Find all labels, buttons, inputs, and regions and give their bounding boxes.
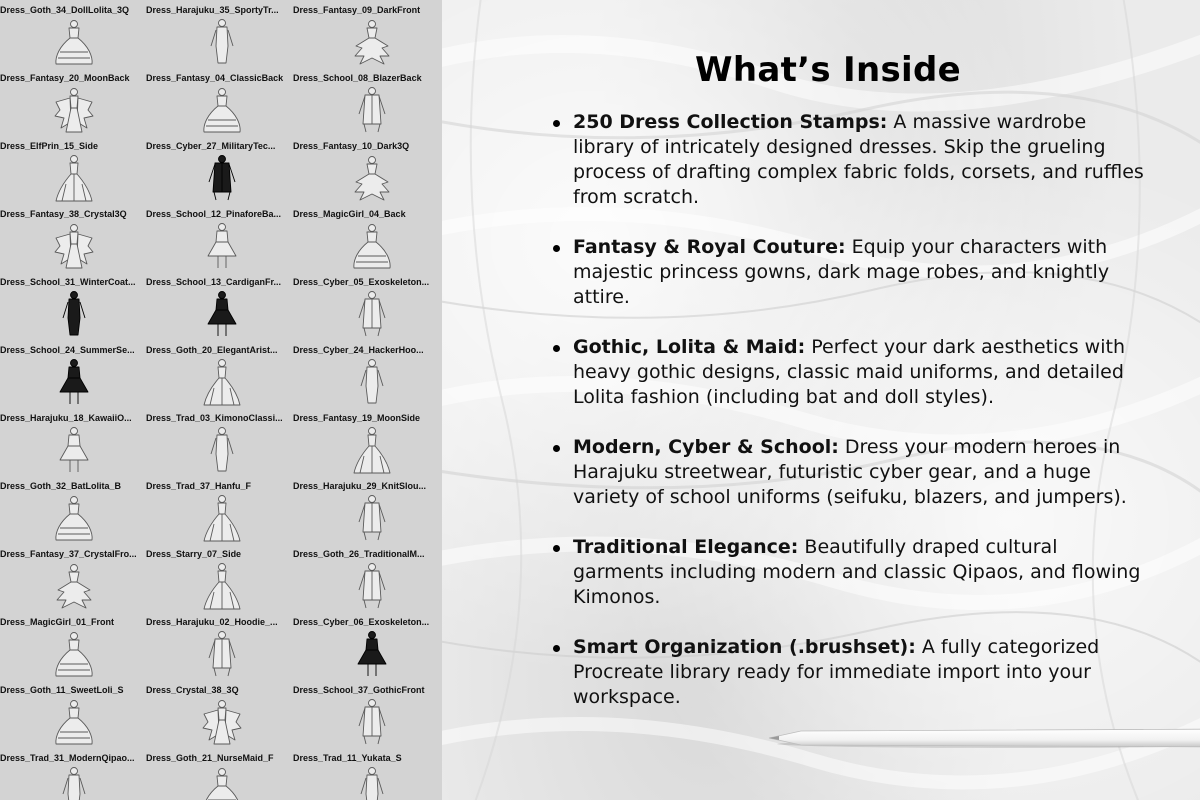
dress-stamp-thumbnail xyxy=(52,220,96,270)
stamp-label: Dress_Trad_31_ModernQipao... xyxy=(0,753,135,763)
stamp-cell xyxy=(146,680,292,748)
stamp-label: Dress_Harajuku_18_KawaiiO... xyxy=(0,413,132,423)
stylus-pencil-image xyxy=(767,727,1200,749)
stamp-label: Dress_School_08_BlazerBack xyxy=(293,73,422,83)
dress-stamp-thumbnail xyxy=(200,356,244,406)
feature-item-traditional xyxy=(552,535,1152,610)
stamp-cell xyxy=(293,340,439,408)
bullet-icon xyxy=(553,645,560,652)
dress-stamp-thumbnail xyxy=(200,16,244,66)
stamp-label: Dress_School_37_GothicFront xyxy=(293,685,425,695)
stamp-cell xyxy=(293,272,439,340)
dress-stamp-thumbnail xyxy=(350,356,394,406)
stamp-label: Dress_School_13_CardiganFr... xyxy=(146,277,282,287)
dress-stamp-thumbnail xyxy=(350,220,394,270)
feature-title: Fantasy & Royal Couture: xyxy=(573,236,846,258)
dress-stamp-thumbnail xyxy=(200,560,244,610)
dress-stamp-thumbnail xyxy=(200,152,244,202)
stamp-cell xyxy=(293,68,439,136)
feature-description: A fully categorized Procreate library ready for immediate import into your workspace. xyxy=(573,636,1100,708)
feature-description: A massive wardrobe library of intricately designed dresses. Skip the grueling process of drafting complex fabric folds, corsets, and ruffles from scratch. xyxy=(573,111,1144,208)
stamp-cell xyxy=(293,136,439,204)
dress-stamp-thumbnail xyxy=(200,424,244,474)
dress-stamp-thumbnail xyxy=(52,356,96,406)
stamp-label: Dress_Cyber_27_MilitaryTec... xyxy=(146,141,276,151)
stamp-label: Dress_School_12_PinaforeBa... xyxy=(146,209,282,219)
stamp-cell xyxy=(0,408,146,476)
stamp-cell xyxy=(146,340,292,408)
stamp-label: Dress_Harajuku_02_Hoodie_... xyxy=(146,617,278,627)
stamp-label: Dress_Goth_32_BatLolita_B xyxy=(0,481,122,491)
feature-description: Dress your modern heroes in Harajuku streetwear, futuristic cyber gear, and a huge variety of school uniforms (seifuku, blazers, and jumpers). xyxy=(573,436,1127,508)
stamp-label: Dress_Cyber_24_HackerHoo... xyxy=(293,345,424,355)
stamp-cell xyxy=(0,68,146,136)
dress-stamp-thumbnail xyxy=(350,424,394,474)
feature-title: 250 Dress Collection Stamps: xyxy=(573,111,888,133)
dress-stamp-thumbnail xyxy=(52,84,96,134)
feature-description: Beautifully draped cultural garments including modern and classic Qipaos, and flowing Kimonos. xyxy=(573,536,1141,608)
stamp-label: Dress_Goth_26_TraditionalM... xyxy=(293,549,425,559)
bullet-icon xyxy=(553,545,560,552)
dress-stamp-thumbnail xyxy=(350,560,394,610)
stamp-cell xyxy=(146,272,292,340)
stamp-label: Dress_Harajuku_35_SportyTr... xyxy=(146,5,279,15)
dress-stamp-thumbnail xyxy=(52,560,96,610)
stamp-label: Dress_School_24_SummerSe... xyxy=(0,345,135,355)
dress-stamp-thumbnail xyxy=(200,84,244,134)
stamp-label: Dress_Trad_03_KimonoClassi... xyxy=(146,413,283,423)
feature-description: Perfect your dark aesthetics with heavy gothic designs, classic maid uniforms, and detailed Lolita fashion (including bat and doll styles). xyxy=(573,336,1125,408)
feature-description: Equip your characters with majestic princess gowns, dark mage robes, and knightly attire. xyxy=(573,236,1110,308)
dress-stamp-thumbnail xyxy=(200,288,244,338)
bullet-icon xyxy=(553,445,560,452)
stamp-cell xyxy=(293,204,439,272)
stamp-cell xyxy=(0,612,146,680)
bullet-icon xyxy=(553,245,560,252)
stamp-cell xyxy=(0,204,146,272)
stamp-cell xyxy=(146,476,292,544)
stamp-cell xyxy=(293,0,439,68)
stamp-cell xyxy=(293,612,439,680)
stamp-cell xyxy=(0,748,146,800)
stamp-label: Dress_Goth_34_DollLolita_3Q xyxy=(0,5,130,15)
stamp-cell xyxy=(0,0,146,68)
dress-stamp-thumbnail xyxy=(350,16,394,66)
dress-stamp-thumbnail xyxy=(200,220,244,270)
feature-title: Modern, Cyber & School: xyxy=(573,436,839,458)
stamp-cell xyxy=(146,204,292,272)
stamp-label: Dress_ElfPrin_15_Side xyxy=(0,141,99,151)
stamp-label: Dress_MagicGirl_01_Front xyxy=(0,617,115,627)
dress-stamp-thumbnail xyxy=(350,152,394,202)
dress-stamp-thumbnail xyxy=(52,696,96,746)
dress-stamp-thumbnail xyxy=(52,16,96,66)
stamp-label: Dress_Goth_20_ElegantArist... xyxy=(146,345,278,355)
stamp-label: Dress_Fantasy_19_MoonSide xyxy=(293,413,421,423)
stamp-label: Dress_Fantasy_37_CrystalFro... xyxy=(0,549,137,559)
stamp-cell xyxy=(0,272,146,340)
info-panel xyxy=(442,0,1200,800)
stamp-preview-grid xyxy=(0,0,442,800)
dress-stamp-thumbnail xyxy=(52,288,96,338)
stamp-cell xyxy=(0,340,146,408)
feature-title: Smart Organization (.brushset): xyxy=(573,636,916,658)
stamp-cell xyxy=(293,680,439,748)
feature-list xyxy=(552,110,1152,735)
dress-stamp-thumbnail xyxy=(52,152,96,202)
stamp-cell xyxy=(293,476,439,544)
feature-title: Traditional Elegance: xyxy=(573,536,799,558)
stamp-cell xyxy=(146,748,292,800)
dress-stamp-thumbnail xyxy=(350,764,394,800)
stamp-cell xyxy=(146,612,292,680)
stamp-cell xyxy=(0,136,146,204)
feature-item-gothic xyxy=(552,335,1152,410)
dress-stamp-thumbnail xyxy=(52,424,96,474)
stamp-cell xyxy=(146,68,292,136)
dress-stamp-thumbnail xyxy=(200,696,244,746)
stamp-label: Dress_Fantasy_10_Dark3Q xyxy=(293,141,410,151)
stamp-label: Dress_Starry_07_Side xyxy=(146,549,242,559)
stamp-label: Dress_School_31_WinterCoat... xyxy=(0,277,136,287)
dress-stamp-thumbnail xyxy=(52,628,96,678)
stamp-label: Dress_Trad_11_Yukata_S xyxy=(293,753,402,763)
feature-item-modern xyxy=(552,435,1152,510)
dress-stamp-thumbnail xyxy=(350,84,394,134)
bullet-icon xyxy=(553,345,560,352)
stamp-label: Dress_MagicGirl_04_Back xyxy=(293,209,406,219)
stamp-cell xyxy=(146,0,292,68)
stamp-label: Dress_Cyber_05_Exoskeleton... xyxy=(293,277,430,287)
stamp-label: Dress_Harajuku_29_KnitSlou... xyxy=(293,481,427,491)
stamp-cell xyxy=(0,680,146,748)
stamp-label: Dress_Cyber_06_Exoskeleton... xyxy=(293,617,430,627)
dress-stamp-thumbnail xyxy=(350,628,394,678)
stamp-cell xyxy=(146,136,292,204)
stamp-cell xyxy=(0,476,146,544)
stamp-cell xyxy=(293,748,439,800)
stamp-cell xyxy=(293,544,439,612)
dress-stamp-thumbnail xyxy=(200,492,244,542)
dress-stamp-thumbnail xyxy=(52,764,96,800)
stamp-label: Dress_Fantasy_09_DarkFront xyxy=(293,5,421,15)
bullet-icon xyxy=(553,120,560,127)
stamp-label: Dress_Trad_37_Hanfu_F xyxy=(146,481,252,491)
stamp-label: Dress_Fantasy_04_ClassicBack xyxy=(146,73,284,83)
dress-stamp-thumbnail xyxy=(350,492,394,542)
dress-stamp-thumbnail xyxy=(350,288,394,338)
dress-stamp-thumbnail xyxy=(200,628,244,678)
feature-item-stamps xyxy=(552,110,1152,210)
stamp-label: Dress_Fantasy_20_MoonBack xyxy=(0,73,130,83)
stamp-cell xyxy=(146,408,292,476)
stamp-label: Dress_Crystal_38_3Q xyxy=(146,685,239,695)
stamp-label: Dress_Fantasy_38_Crystal3Q xyxy=(0,209,127,219)
stamp-cell xyxy=(0,544,146,612)
stamp-label: Dress_Goth_21_NurseMaid_F xyxy=(146,753,274,763)
dress-stamp-thumbnail xyxy=(52,492,96,542)
feature-item-fantasy xyxy=(552,235,1152,310)
feature-title: Gothic, Lolita & Maid: xyxy=(573,336,806,358)
page-title: What’s Inside xyxy=(695,50,961,90)
stamp-label: Dress_Goth_11_SweetLoli_S xyxy=(0,685,124,695)
stamp-cell xyxy=(146,544,292,612)
stamp-cell xyxy=(293,408,439,476)
dress-stamp-thumbnail xyxy=(350,696,394,746)
feature-item-organization xyxy=(552,635,1152,710)
dress-stamp-thumbnail xyxy=(200,764,244,800)
